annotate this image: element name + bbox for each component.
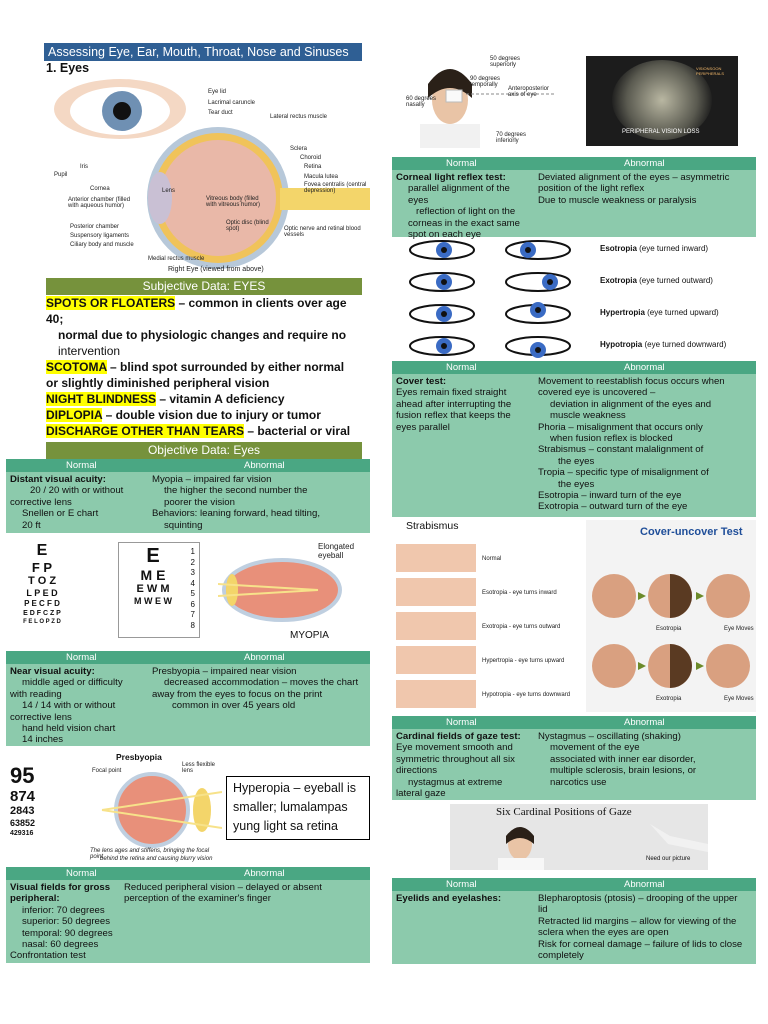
text-line: Snellen or E chart	[22, 508, 99, 520]
tropia-esotropia: Esotropia (eye turned inward)	[600, 244, 709, 253]
text-line: Myopia – impaired far vision	[152, 474, 272, 485]
text-line: 63852	[10, 818, 36, 828]
text-line: Eyes remain fixed straight	[396, 387, 507, 399]
text-line: symmetric throughout all six	[396, 753, 515, 765]
text-line: Due to muscle weakness or paralysis	[538, 194, 697, 206]
tropia-figure	[404, 238, 758, 360]
label-ciliary: Ciliary body and muscle	[70, 242, 134, 248]
text-line: Deviated alignment of the eyes – asymmetric	[538, 172, 730, 183]
label-retina: Retina	[304, 164, 322, 170]
strabismus-title: Strabismus	[406, 520, 459, 532]
text-line: Tropia – specific type of misalignment of	[538, 467, 709, 479]
label-suspensory: Suspensory ligaments	[70, 233, 130, 239]
presbyopia-figure	[72, 752, 222, 864]
text-line: M W E W	[134, 596, 172, 606]
label-optic-disc: Optic disc (blind spot)	[226, 220, 269, 232]
text-line: 2843	[10, 805, 35, 817]
text-line: poorer the vision	[164, 496, 235, 508]
text-line: corrective lens	[10, 496, 72, 508]
peripheral-logo: VISIONSOON PERIPHERALS	[696, 66, 725, 76]
text-line: E D F C Z P	[23, 610, 61, 617]
label-50-superiorly: 50 degrees superiorly	[490, 56, 521, 68]
normal-cell	[396, 893, 536, 904]
text-line: away from the eyes to focus on the print	[152, 688, 323, 700]
text-line: movement of the eye	[550, 742, 640, 754]
label-vitreous: Vitreous body (filled with vitreous humor)	[206, 196, 261, 208]
text-line: spot on each eye	[408, 229, 482, 241]
face-strip	[396, 646, 476, 674]
label-lacrimal-caruncle: Lacrimal caruncle	[208, 100, 256, 106]
col-abnormal: Abnormal	[244, 868, 285, 879]
subjective-list	[46, 295, 364, 455]
text-line: Esotropia – inward turn of the eye	[538, 490, 682, 502]
text-line: reflection of light on the	[416, 206, 516, 218]
term-discharge: DISCHARGE OTHER THAN TEARS	[46, 424, 245, 438]
abnormal-cell	[538, 376, 753, 513]
col-normal: Normal	[446, 158, 477, 169]
myopia-figure	[218, 540, 374, 646]
label-90-temporally: 90 degrees temporally	[470, 76, 501, 88]
text-line: superior: 50 degrees	[22, 916, 110, 928]
text-line: 14 / 14 with or without	[22, 700, 116, 712]
snellen-rows	[10, 542, 74, 626]
text-line: Cardinal fields of gaze test:	[396, 731, 521, 742]
label-less-flexible-lens: Less flexible lens	[182, 762, 216, 774]
subjective-item: DISCHARGE OTHER THAN TEARS – bacterial or viral	[46, 424, 351, 438]
text-line: corneas in the exact same	[408, 217, 520, 229]
text-line: Corneal light reflex test:	[396, 172, 506, 183]
table-corneal-reflex	[392, 157, 756, 241]
table-head	[392, 716, 756, 729]
text-line: L P E D	[26, 588, 58, 598]
subjective-item: DIPLOPIA – double vision due to injury or tumor	[46, 408, 321, 422]
subjective-header: Subjective Data: EYES	[46, 278, 362, 295]
six-cardinal-title: Six Cardinal Positions of Gaze	[496, 806, 632, 818]
presbyopia-caption-1: The lens ages and stiffens, bringing the focal point	[90, 848, 210, 860]
label-choroid: Choroid	[300, 155, 322, 161]
col-normal: Normal	[446, 362, 477, 373]
e-chart-rows	[125, 545, 181, 607]
label-anterior-chamber: Anterior chamber (filled with aqueous humor)	[68, 197, 131, 209]
text-line: hand held vision chart	[22, 723, 116, 735]
col-abnormal: Abnormal	[624, 158, 665, 169]
text-line: associated with inner ear disorder,	[550, 753, 696, 765]
text-line: narcotics use	[550, 776, 607, 788]
text-line: corrective lens	[10, 711, 72, 723]
text-line: directions	[396, 765, 438, 777]
text-line: Eye movement smooth and	[396, 742, 513, 754]
col-normal: Normal	[446, 879, 477, 890]
term-scotoma: SCOTOMA	[46, 360, 107, 374]
col-abnormal: Abnormal	[624, 362, 665, 373]
text-line: sclera when the eyes are open	[538, 927, 669, 939]
anatomy-caption: Right Eye (viewed from above)	[168, 266, 264, 273]
label-lens: Lens	[162, 188, 176, 194]
text-line: temporal: 90 degrees	[22, 927, 113, 939]
label-sclera: Sclera	[290, 146, 308, 152]
label-macula: Macula lutea	[304, 174, 339, 180]
table-visual-fields	[6, 867, 370, 963]
text-line: fusion reflex that keeps the	[396, 410, 511, 422]
label-60-nasally: 60 degrees nasally	[406, 96, 437, 108]
near-vision-chart	[10, 764, 72, 856]
text-line: E W M	[136, 583, 170, 595]
label-medial-rectus: Medial rectus muscle	[148, 256, 205, 262]
cover-side-eye-moves-2: Eye Moves	[724, 696, 754, 702]
subjective-item-cont: intervention	[58, 344, 121, 358]
label-lateral-rectus: Lateral rectus muscle	[270, 114, 328, 120]
label-eye-lid: Eye lid	[208, 89, 227, 95]
hyperopia-note: Hyperopia – eyeball is smaller; lumalampas yung light sa retina	[226, 776, 370, 840]
col-normal: Normal	[446, 717, 477, 728]
text-line: lateral gaze	[396, 788, 446, 800]
myopia-label: MYOPIA	[290, 630, 329, 641]
text-line: Exotropia – outward turn of the eye	[538, 501, 688, 513]
section-eyes-heading: 1. Eyes	[46, 61, 90, 75]
strabismus-exotropia: Exotropia - eye turns outward	[482, 624, 561, 630]
six-cardinal-photo	[450, 804, 708, 870]
col-normal: Normal	[66, 460, 97, 471]
label-pupil: Pupil	[54, 172, 68, 178]
subjective-item: NIGHT BLINDNESS – vitamin A deficiency	[46, 392, 285, 406]
col-normal: Normal	[66, 868, 97, 879]
text-line: position of the light reflex	[538, 183, 645, 195]
text-line: E	[146, 545, 160, 567]
text-line: 6	[190, 599, 195, 609]
abnormal-cell	[538, 731, 753, 788]
text-line: 3	[190, 568, 195, 577]
visual-field-photo	[406, 54, 558, 148]
text-line: Behaviors: leaning forward, head tilting,	[152, 508, 320, 520]
text-line: nystagmus at extreme	[408, 776, 503, 788]
tropia-eyes-drawing	[404, 238, 604, 360]
text-line: 95	[10, 763, 35, 788]
normal-cell	[396, 376, 536, 433]
text-line: muscle weakness	[550, 410, 626, 422]
text-line: Presbyopia – impaired near vision	[152, 666, 297, 677]
face-strip	[396, 578, 476, 606]
table-near-acuity	[6, 651, 370, 746]
term-night-blindness: NIGHT BLINDNESS	[46, 392, 157, 406]
text-line: covered eye is uncovered –	[538, 387, 656, 399]
text-line: 1	[190, 547, 195, 556]
text-line: 7	[190, 610, 195, 619]
presbyopia-caption-2: behind the retina and causing blurry vision	[100, 856, 213, 862]
abnormal-cell	[124, 882, 364, 905]
label-focal-point: Focal point	[92, 768, 122, 774]
text-line: when fusion reflex is blocked	[550, 433, 673, 445]
cover-side-eye-moves-1: Eye Moves	[724, 626, 754, 632]
label-iris: Iris	[80, 164, 88, 170]
text-line: Risk for corneal damage – failure of lids to close	[538, 938, 743, 950]
table-head	[6, 867, 370, 880]
text-line: Visual fields for gross	[10, 882, 111, 893]
strabismus-normal: Normal	[482, 556, 502, 562]
text-line: Eyelids and eyelashes:	[396, 893, 502, 904]
face-strip	[396, 680, 476, 708]
text-line: E	[36, 542, 48, 559]
text-line: deviation in alignment of the eyes and	[550, 398, 712, 410]
e-chart	[118, 542, 200, 638]
table-head	[6, 459, 370, 472]
table-head	[392, 157, 756, 170]
text-line: peripheral:	[10, 893, 60, 905]
text-line: Nystagmus – oscillating (shaking)	[538, 731, 681, 742]
cover-row-esotropia: Esotropia	[656, 626, 682, 632]
strabismus-hypertropia: Hypertropia - eye turns upward	[482, 658, 565, 664]
text-line: 20 ft	[22, 519, 41, 531]
label-tear-duct: Tear duct	[208, 110, 233, 116]
text-line: Reduced peripheral vision – delayed or absent	[124, 882, 322, 893]
text-line: 2	[190, 557, 195, 567]
table-head	[392, 361, 756, 374]
text-line: ahead after interrupting the	[396, 398, 512, 410]
cover-row-exotropia: Exotropia	[656, 696, 682, 702]
subjective-item: SCOTOMA – blind spot surrounded by either normal	[46, 360, 345, 374]
normal-cell	[396, 172, 536, 240]
text-line: multiple sclerosis, brain lesions, or	[550, 765, 697, 777]
strabismus-figure	[396, 544, 576, 714]
peripheral-caption: PERIPHERAL VISION LOSS	[622, 129, 700, 135]
term-spots-floaters: SPOTS OR FLOATERS	[46, 296, 176, 310]
col-abnormal: Abnormal	[244, 652, 285, 663]
table-cardinal-gaze	[392, 716, 756, 800]
text-line: Strabismus – constant malalignment of	[538, 444, 704, 456]
abnormal-cell	[152, 474, 367, 531]
label-posterior-chamber: Posterior chamber	[70, 224, 120, 230]
text-line: nasal: 60 degrees	[22, 939, 99, 951]
text-line: Phoria – misalignment that occurs only	[538, 421, 703, 433]
text-line: 8	[190, 620, 195, 630]
label-fovea: Fovea centralis (central depression)	[304, 182, 367, 194]
tropia-hypertropia: Hypertropia (eye turned upward)	[600, 308, 719, 317]
strabismus-esotropia: Esotropia - eye turns inward	[482, 590, 557, 596]
col-abnormal: Abnormal	[624, 717, 665, 728]
text-line: 429316	[10, 830, 34, 837]
table-cover-test	[392, 361, 756, 517]
strabismus-hypotropia: Hypotropia - eye turns downward	[482, 692, 571, 698]
text-line: P E C F D	[24, 599, 60, 608]
col-abnormal: Abnormal	[624, 879, 665, 890]
abnormal-cell	[152, 666, 367, 712]
text-line: squinting	[164, 519, 203, 531]
label-optic-nerve: Optic nerve and retinal blood vessels	[284, 226, 361, 238]
text-line: completely	[538, 950, 584, 962]
peripheral-vision-photo	[586, 56, 738, 146]
text-line: the higher the second number the	[164, 485, 308, 497]
text-line: common in over 45 years old	[172, 700, 296, 712]
text-line: M E	[140, 567, 166, 583]
myopia-callout: Elongated eyeball	[318, 542, 355, 560]
text-line: Retracted lid margins – allow for viewing of the	[538, 915, 737, 927]
text-line: decreased accommodation – moves the chart	[164, 677, 359, 689]
text-line: 14 inches	[22, 734, 64, 746]
face-strip	[396, 612, 476, 640]
e-chart-numbers	[191, 547, 195, 631]
cover-uncover-figure	[586, 520, 756, 712]
table-head	[392, 878, 756, 891]
normal-cell	[396, 731, 536, 799]
label-70-inferiorly: 70 degrees inferiorly	[496, 132, 527, 144]
face-strip	[396, 544, 476, 572]
text-line: 20 / 20 with or without	[30, 485, 124, 497]
text-line: Near visual acuity:	[10, 666, 95, 677]
objective-header: Objective Data: Eyes	[46, 442, 362, 459]
text-line: Blepharoptosis (ptosis) – drooping of the upper	[538, 893, 738, 904]
cover-uncover-title: Cover-uncover Test	[640, 526, 743, 538]
text-line: F E L O P Z D	[23, 619, 61, 625]
label-anteroposterior-axis: Anteroposterior axis of eye	[508, 86, 550, 98]
subjective-item-cont: normal due to physiologic changes and require no	[58, 328, 347, 342]
text-line: eyes parallel	[396, 421, 450, 433]
eye-anatomy-figure	[50, 76, 380, 276]
text-line: lid	[538, 904, 548, 916]
text-line: Confrontation test	[10, 950, 86, 962]
tropia-exotropia: Exotropia (eye turned outward)	[600, 276, 713, 285]
text-line: Distant visual acuity:	[10, 474, 106, 485]
text-line: 4	[190, 578, 195, 588]
presbyopia-title: Presbyopia	[116, 752, 162, 762]
text-line: parallel alignment of the	[408, 183, 510, 195]
text-line: 5	[190, 589, 195, 598]
normal-cell	[10, 474, 150, 531]
table-head	[6, 651, 370, 664]
col-abnormal: Abnormal	[244, 460, 285, 471]
text-line: with reading	[10, 688, 62, 700]
term-diplopia: DIPLOPIA	[46, 408, 103, 422]
six-cardinal-note: Need our picture	[646, 856, 691, 862]
text-line: T O Z	[27, 575, 57, 587]
text-line: Movement to reestablish focus occurs when	[538, 376, 725, 387]
text-line: eyes	[408, 194, 429, 206]
normal-cell	[10, 666, 150, 746]
text-line: F P	[31, 560, 53, 575]
subjective-item-cont: or slightly diminished peripheral vision	[46, 376, 270, 390]
text-line: the eyes	[558, 478, 595, 490]
text-line: perception of the examiner's finger	[124, 893, 271, 905]
subjective-item: SPOTS OR FLOATERS – common in clients over age 40;	[46, 296, 347, 326]
page-title: Assessing Eye, Ear, Mouth, Throat, Nose and Sinuses	[44, 43, 362, 61]
abnormal-cell	[538, 893, 753, 961]
text-line: the eyes	[558, 455, 595, 467]
table-distant-acuity	[6, 459, 370, 533]
text-line: middle aged or difficulty	[22, 677, 123, 689]
text-line: inferior: 70 degrees	[22, 904, 105, 916]
snellen-chart	[10, 542, 110, 642]
text-line: 874	[10, 788, 36, 805]
col-normal: Normal	[66, 652, 97, 663]
abnormal-cell	[538, 172, 753, 206]
label-cornea: Cornea	[90, 186, 110, 192]
presbyopia-drawing	[72, 770, 222, 850]
table-eyelids	[392, 878, 756, 964]
text-line: Cover test:	[396, 376, 447, 387]
tropia-hypotropia: Hypotropia (eye turned downward)	[600, 340, 727, 349]
